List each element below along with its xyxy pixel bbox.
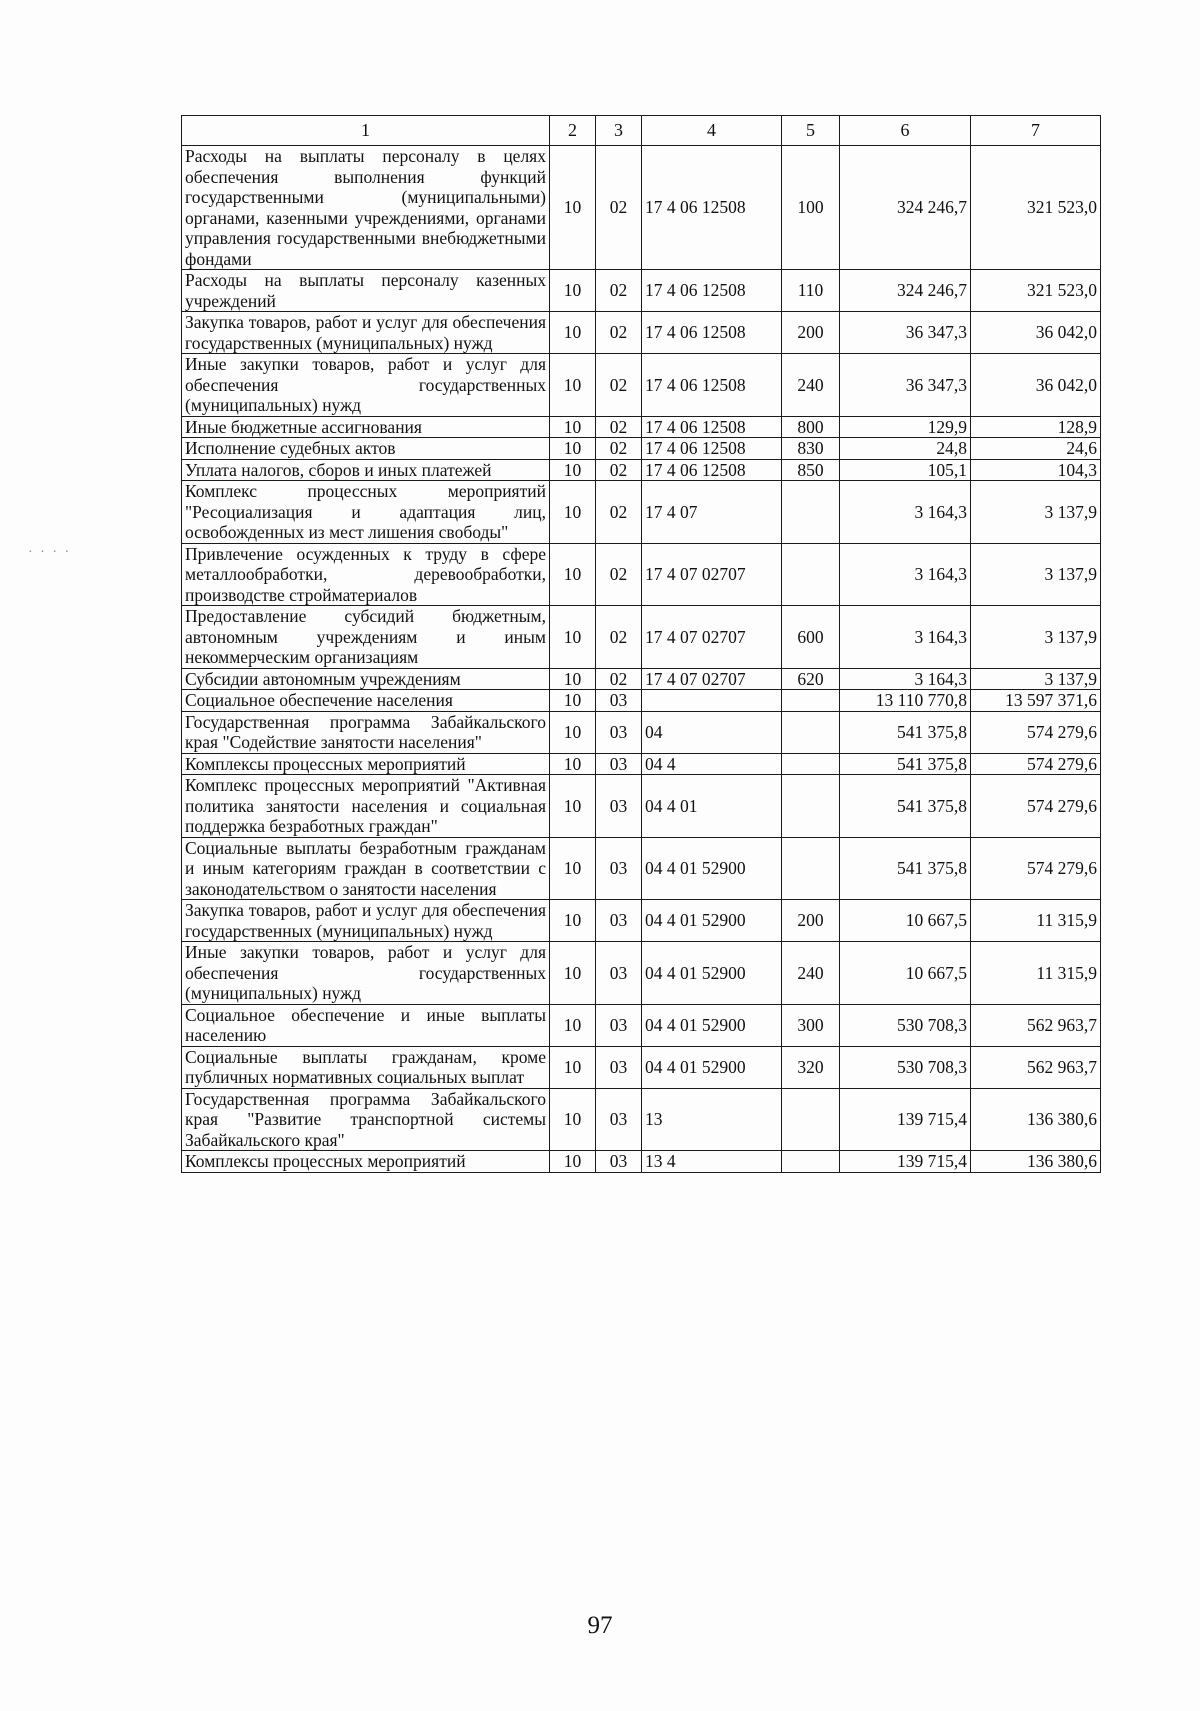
cell-name: Расходы на выплаты персоналу в целях обеспечения выполнения функций государственными (муниципальными) органами, казенными учреждениями, органами управления государственными внебюджетными фондами	[182, 146, 550, 270]
cell-expense-type	[782, 690, 840, 712]
table-row	[182, 900, 1101, 942]
cell-amount-year-2: 11 315,9	[971, 900, 1101, 942]
cell-amount-year-1: 541 375,8	[840, 775, 971, 838]
cell-name: Иные закупки товаров, работ и услуг для обеспечения государственных (муниципальных) нужд	[182, 354, 550, 417]
cell-section: 10	[550, 1151, 596, 1173]
cell-target-code: 17 4 06 12508	[642, 416, 782, 438]
header-col-2: 2	[550, 116, 596, 146]
cell-expense-type: 200	[782, 312, 840, 354]
cell-section: 10	[550, 775, 596, 838]
cell-name: Комплекс процессных мероприятий "Ресоциализация и адаптация лиц, освобожденных из мест лишения свободы"	[182, 481, 550, 544]
table-row	[182, 1088, 1101, 1151]
header-col-7: 7	[971, 116, 1101, 146]
cell-amount-year-1: 24,8	[840, 438, 971, 460]
table-row	[182, 416, 1101, 438]
cell-amount-year-2: 562 963,7	[971, 1004, 1101, 1046]
cell-name: Социальные выплаты безработным гражданам и иным категориям граждан в соответствии с законодательством о занятости населения	[182, 837, 550, 900]
table-row	[182, 146, 1101, 270]
cell-amount-year-2: 3 137,9	[971, 668, 1101, 690]
cell-section: 10	[550, 416, 596, 438]
cell-subsection: 02	[596, 459, 642, 481]
table-row	[182, 481, 1101, 544]
cell-amount-year-1: 3 164,3	[840, 606, 971, 669]
cell-amount-year-1: 10 667,5	[840, 942, 971, 1005]
cell-subsection: 03	[596, 942, 642, 1005]
table-row	[182, 312, 1101, 354]
table-row	[182, 1004, 1101, 1046]
cell-section: 10	[550, 543, 596, 606]
cell-section: 10	[550, 711, 596, 753]
cell-amount-year-2: 136 380,6	[971, 1088, 1101, 1151]
cell-name: Комплексы процессных мероприятий	[182, 753, 550, 775]
table-row	[182, 354, 1101, 417]
cell-amount-year-1: 3 164,3	[840, 668, 971, 690]
cell-amount-year-1: 36 347,3	[840, 354, 971, 417]
cell-expense-type: 200	[782, 900, 840, 942]
cell-name: Комплексы процессных мероприятий	[182, 1151, 550, 1173]
cell-amount-year-1: 541 375,8	[840, 711, 971, 753]
cell-expense-type	[782, 481, 840, 544]
cell-subsection: 02	[596, 354, 642, 417]
cell-section: 10	[550, 146, 596, 270]
cell-name: Расходы на выплаты персоналу казенных учреждений	[182, 270, 550, 312]
cell-target-code: 04	[642, 711, 782, 753]
cell-name: Привлечение осужденных к труду в сфере металлообработки, деревообработки, производстве стройматериалов	[182, 543, 550, 606]
cell-amount-year-1: 541 375,8	[840, 837, 971, 900]
cell-target-code: 17 4 07	[642, 481, 782, 544]
cell-amount-year-2: 3 137,9	[971, 543, 1101, 606]
cell-section: 10	[550, 312, 596, 354]
cell-target-code: 17 4 06 12508	[642, 438, 782, 460]
table-row	[182, 690, 1101, 712]
cell-subsection: 03	[596, 837, 642, 900]
cell-target-code: 17 4 07 02707	[642, 606, 782, 669]
cell-name: Субсидии автономным учреждениям	[182, 668, 550, 690]
cell-subsection: 02	[596, 416, 642, 438]
cell-expense-type	[782, 1088, 840, 1151]
cell-section: 10	[550, 459, 596, 481]
cell-subsection: 02	[596, 438, 642, 460]
cell-name: Государственная программа Забайкальского края "Развитие транспортной системы Забайкальского края"	[182, 1088, 550, 1151]
cell-amount-year-2: 574 279,6	[971, 711, 1101, 753]
cell-amount-year-1: 105,1	[840, 459, 971, 481]
cell-section: 10	[550, 438, 596, 460]
cell-amount-year-1: 10 667,5	[840, 900, 971, 942]
header-col-1: 1	[182, 116, 550, 146]
cell-target-code: 13 4	[642, 1151, 782, 1173]
cell-target-code: 13	[642, 1088, 782, 1151]
cell-target-code: 04 4 01 52900	[642, 942, 782, 1005]
cell-amount-year-2: 574 279,6	[971, 775, 1101, 838]
cell-amount-year-2: 574 279,6	[971, 837, 1101, 900]
cell-subsection: 03	[596, 1151, 642, 1173]
cell-expense-type: 800	[782, 416, 840, 438]
cell-name: Государственная программа Забайкальского края "Содействие занятости населения"	[182, 711, 550, 753]
cell-section: 10	[550, 753, 596, 775]
cell-target-code: 04 4 01 52900	[642, 900, 782, 942]
cell-target-code: 17 4 07 02707	[642, 668, 782, 690]
cell-name: Иные закупки товаров, работ и услуг для обеспечения государственных (муниципальных) нужд	[182, 942, 550, 1005]
cell-target-code: 17 4 06 12508	[642, 270, 782, 312]
cell-expense-type: 600	[782, 606, 840, 669]
cell-expense-type: 300	[782, 1004, 840, 1046]
cell-name: Уплата налогов, сборов и иных платежей	[182, 459, 550, 481]
cell-amount-year-2: 13 597 371,6	[971, 690, 1101, 712]
header-col-4: 4	[642, 116, 782, 146]
table-row	[182, 1046, 1101, 1088]
cell-subsection: 02	[596, 481, 642, 544]
cell-name: Исполнение судебных актов	[182, 438, 550, 460]
table-row	[182, 711, 1101, 753]
cell-target-code: 17 4 07 02707	[642, 543, 782, 606]
cell-section: 10	[550, 1088, 596, 1151]
cell-section: 10	[550, 1004, 596, 1046]
cell-section: 10	[550, 900, 596, 942]
page-number: 97	[587, 1612, 613, 1639]
table-row	[182, 438, 1101, 460]
header-col-3: 3	[596, 116, 642, 146]
cell-target-code: 04 4 01 52900	[642, 1046, 782, 1088]
table-row	[182, 753, 1101, 775]
cell-amount-year-1: 3 164,3	[840, 481, 971, 544]
cell-expense-type	[782, 1151, 840, 1173]
cell-subsection: 02	[596, 312, 642, 354]
cell-subsection: 03	[596, 690, 642, 712]
cell-name: Социальное обеспечение и иные выплаты населению	[182, 1004, 550, 1046]
cell-name: Закупка товаров, работ и услуг для обеспечения государственных (муниципальных) нужд	[182, 900, 550, 942]
table-row	[182, 668, 1101, 690]
cell-target-code: 04 4 01 52900	[642, 1004, 782, 1046]
cell-section: 10	[550, 1046, 596, 1088]
cell-amount-year-1: 139 715,4	[840, 1151, 971, 1173]
cell-amount-year-1: 324 246,7	[840, 270, 971, 312]
cell-amount-year-2: 36 042,0	[971, 354, 1101, 417]
cell-expense-type	[782, 837, 840, 900]
cell-amount-year-2: 3 137,9	[971, 606, 1101, 669]
cell-amount-year-1: 13 110 770,8	[840, 690, 971, 712]
cell-amount-year-2: 574 279,6	[971, 753, 1101, 775]
table-row	[182, 837, 1101, 900]
cell-amount-year-2: 36 042,0	[971, 312, 1101, 354]
cell-subsection: 03	[596, 1046, 642, 1088]
cell-target-code: 17 4 06 12508	[642, 459, 782, 481]
cell-target-code	[642, 690, 782, 712]
cell-subsection: 03	[596, 900, 642, 942]
cell-expense-type	[782, 753, 840, 775]
budget-table	[181, 115, 1101, 1173]
cell-subsection: 03	[596, 711, 642, 753]
header-col-6: 6	[840, 116, 971, 146]
cell-name: Комплекс процессных мероприятий "Активная политика занятости населения и социальная поддержка безработных граждан"	[182, 775, 550, 838]
cell-target-code: 17 4 06 12508	[642, 146, 782, 270]
cell-amount-year-1: 129,9	[840, 416, 971, 438]
table-body	[182, 146, 1101, 1173]
cell-expense-type: 100	[782, 146, 840, 270]
cell-amount-year-2: 321 523,0	[971, 270, 1101, 312]
cell-amount-year-2: 104,3	[971, 459, 1101, 481]
cell-section: 10	[550, 942, 596, 1005]
budget-table-container	[181, 115, 1100, 1173]
cell-target-code: 17 4 06 12508	[642, 354, 782, 417]
cell-amount-year-2: 24,6	[971, 438, 1101, 460]
cell-name: Иные бюджетные ассигнования	[182, 416, 550, 438]
cell-target-code: 04 4 01	[642, 775, 782, 838]
cell-subsection: 03	[596, 753, 642, 775]
cell-amount-year-1: 541 375,8	[840, 753, 971, 775]
cell-amount-year-1: 3 164,3	[840, 543, 971, 606]
cell-name: Социальное обеспечение населения	[182, 690, 550, 712]
cell-amount-year-1: 139 715,4	[840, 1088, 971, 1151]
cell-target-code: 17 4 06 12508	[642, 312, 782, 354]
cell-name: Социальные выплаты гражданам, кроме публичных нормативных социальных выплат	[182, 1046, 550, 1088]
cell-section: 10	[550, 690, 596, 712]
cell-section: 10	[550, 354, 596, 417]
table-row	[182, 543, 1101, 606]
cell-target-code: 04 4	[642, 753, 782, 775]
cell-amount-year-1: 36 347,3	[840, 312, 971, 354]
cell-subsection: 02	[596, 606, 642, 669]
cell-amount-year-2: 321 523,0	[971, 146, 1101, 270]
cell-expense-type: 320	[782, 1046, 840, 1088]
table-row	[182, 942, 1101, 1005]
table-header-row	[182, 116, 1101, 146]
header-col-5: 5	[782, 116, 840, 146]
cell-expense-type: 830	[782, 438, 840, 460]
cell-subsection: 02	[596, 146, 642, 270]
cell-target-code: 04 4 01 52900	[642, 837, 782, 900]
scan-specks: · · · ·	[28, 545, 72, 560]
cell-amount-year-2: 128,9	[971, 416, 1101, 438]
cell-subsection: 02	[596, 270, 642, 312]
cell-section: 10	[550, 837, 596, 900]
cell-amount-year-2: 11 315,9	[971, 942, 1101, 1005]
table-row	[182, 775, 1101, 838]
cell-subsection: 03	[596, 775, 642, 838]
table-row	[182, 270, 1101, 312]
cell-amount-year-1: 530 708,3	[840, 1004, 971, 1046]
cell-section: 10	[550, 481, 596, 544]
cell-expense-type	[782, 711, 840, 753]
cell-expense-type	[782, 775, 840, 838]
cell-name: Предоставление субсидий бюджетным, автономным учреждениям и иным некоммерческим организациям	[182, 606, 550, 669]
cell-expense-type: 240	[782, 942, 840, 1005]
table-row	[182, 1151, 1101, 1173]
cell-subsection: 02	[596, 668, 642, 690]
cell-amount-year-1: 530 708,3	[840, 1046, 971, 1088]
cell-amount-year-1: 324 246,7	[840, 146, 971, 270]
table-row	[182, 606, 1101, 669]
cell-subsection: 03	[596, 1088, 642, 1151]
cell-expense-type: 110	[782, 270, 840, 312]
cell-expense-type: 240	[782, 354, 840, 417]
cell-name: Закупка товаров, работ и услуг для обеспечения государственных (муниципальных) нужд	[182, 312, 550, 354]
cell-section: 10	[550, 606, 596, 669]
cell-section: 10	[550, 668, 596, 690]
cell-section: 10	[550, 270, 596, 312]
cell-amount-year-2: 136 380,6	[971, 1151, 1101, 1173]
cell-subsection: 02	[596, 543, 642, 606]
cell-expense-type: 620	[782, 668, 840, 690]
cell-amount-year-2: 3 137,9	[971, 481, 1101, 544]
cell-subsection: 03	[596, 1004, 642, 1046]
table-row	[182, 459, 1101, 481]
cell-expense-type	[782, 543, 840, 606]
cell-amount-year-2: 562 963,7	[971, 1046, 1101, 1088]
cell-expense-type: 850	[782, 459, 840, 481]
